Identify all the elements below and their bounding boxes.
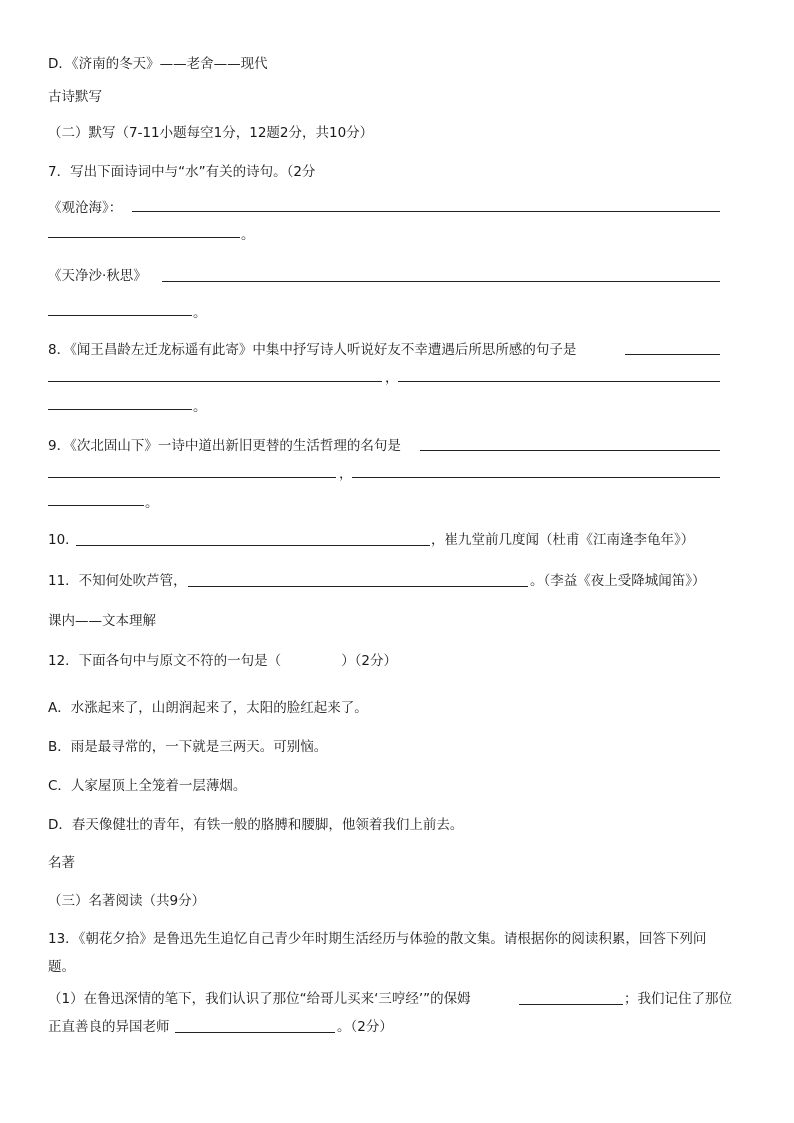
question-7b-label: 《天净沙·秋思》 [48,268,147,284]
answer-line-8-4[interactable] [48,409,192,410]
answer-line-11[interactable] [188,586,528,587]
part-two-heading: （二）默写（7-11小题每空1分，12题2分，共10分） [48,125,374,141]
comma-9: ， [339,466,353,482]
question-10-number: 10． [48,532,79,548]
question-8: 8．《闻王昌龄左迁龙标遥有此寄》中集中抒写诗人听说好友不幸遭遇后所思所感的句子是 [48,342,577,358]
period-9: 。 [145,495,159,511]
period-8: 。 [193,399,207,415]
question-11-prefix: 11．不知何处吹芦管， [48,573,187,589]
question-7: 7．写出下面诗词中与“水”有关的诗句。（2分 [48,164,316,180]
section-classics-title: 名著 [48,855,75,871]
option-d: D．春天像健壮的青年，有铁一般的胳膊和腰脚，他领着我们上前去。 [48,817,464,833]
question-12-score: ）（2分） [341,653,398,669]
period-7a: 。 [241,227,255,243]
option-a: A．水涨起来了，山朗润起来了，太阳的脸红起来了。 [48,700,368,716]
question-7a-label: 《观沧海》： [48,200,123,216]
question-9: 9．《次北固山下》一诗中道出新旧更替的生活哲理的名句是 [48,438,401,454]
answer-line-9-4[interactable] [48,505,144,506]
question-13-line2: 题。 [48,959,75,975]
question-13-1-cont: ；我们记住了那位 [624,991,732,1007]
question-13-2-text: 正直善良的异国老师 [48,1019,170,1035]
answer-line-13-2[interactable] [175,1032,335,1033]
question-13-1-text: （1）在鲁迅深情的笔下，我们认识了那位“给哥儿买来‘三哼经’”的保姆 [48,991,471,1007]
answer-line-9-2[interactable] [48,477,336,478]
answer-line-13-1[interactable] [519,1004,623,1005]
answer-line-8-2[interactable] [48,381,382,382]
section-poetry-title: 古诗默写 [48,89,102,105]
question-13-1 [48,990,471,1008]
question-10-rest: ，崔九堂前几度闻（杜甫《江南逢李龟年》） [431,532,695,548]
question-13-line1: 13．《朝花夕拾》是鲁迅先生追忆自己青少年时期生活经历与体验的散文集。请根据你的阅读积累，回答下列问 [48,931,707,947]
period-7b: 。 [193,305,207,321]
question-13-2 [48,1018,170,1036]
answer-line-8-1[interactable] [625,354,720,355]
answer-line-9-3[interactable] [352,477,720,478]
part-three-heading: （三）名著阅读（共9分） [48,893,206,909]
section-reading-title: 课内——文本理解 [48,613,156,629]
question-12-text: 12．下面各句中与原文不符的一句是（ [48,653,282,669]
answer-line-7b-1[interactable] [162,281,720,282]
answer-line-8-3[interactable] [398,381,720,382]
answer-line-9-1[interactable] [420,450,720,451]
question-7b [48,267,147,285]
question-10 [48,531,79,549]
question-12 [48,652,397,670]
option-b: B．雨是最寻常的，一下就是三两天。可别恼。 [48,739,328,755]
question-13-2-score: 。（2分） [337,1019,393,1035]
option-d-previous: D．《济南的冬天》——老舍——现代 [48,56,268,72]
option-c: C．人家屋顶上全笼着一层薄烟。 [48,778,247,794]
answer-line-7a-1[interactable] [132,211,720,212]
answer-line-7b-2[interactable] [48,315,192,316]
question-11 [48,572,187,590]
answer-line-10[interactable] [76,545,430,546]
question-11-source: 。（李益《夜上受降城闻笛》） [530,573,706,589]
comma-8: ， [385,370,399,386]
question-7a [48,199,122,217]
answer-line-7a-2[interactable] [48,237,240,238]
